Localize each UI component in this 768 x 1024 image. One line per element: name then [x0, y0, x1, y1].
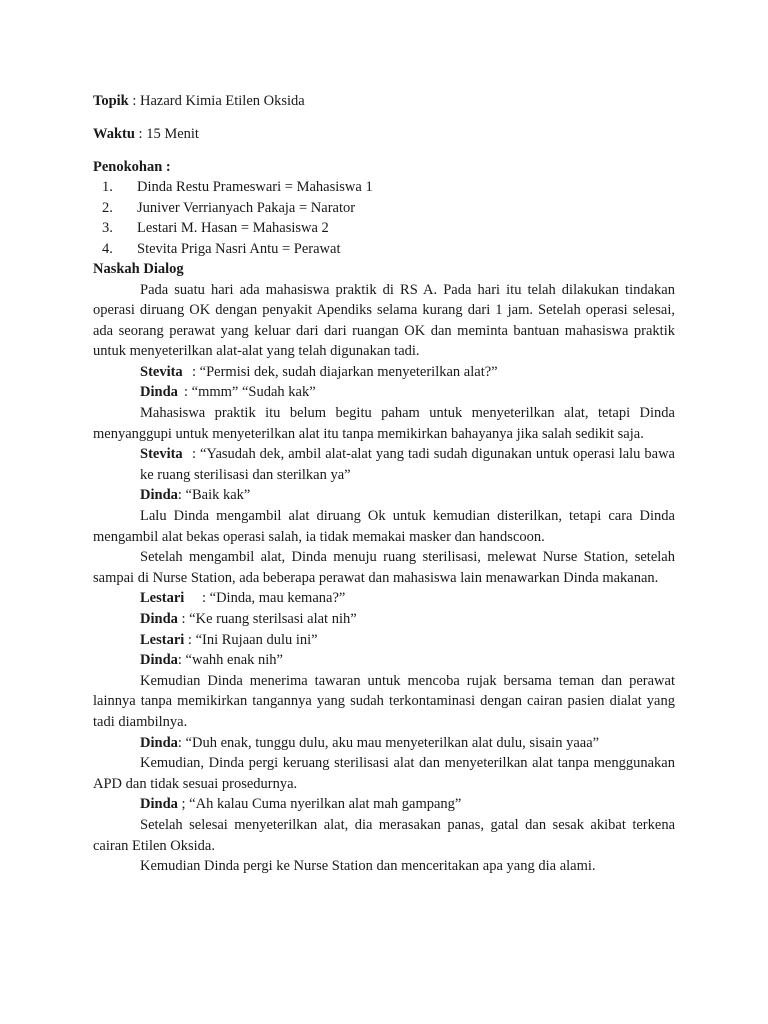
cast-list — [93, 177, 675, 259]
cast-number: 1. — [102, 179, 113, 195]
narration-paragraph: Kemudian, Dinda pergi keruang sterilisasi alat dan menyeterilkan alat tanpa menggunakan APD dan tidak sesuai prosedurnya. — [93, 755, 675, 792]
speaker-name: Dinda — [140, 796, 178, 813]
cast-number: 4. — [102, 240, 113, 257]
narration-paragraph: Mahasiswa praktik itu belum begitu paham untuk menyeterilkan alat, tetapi Dinda menyanggupi untuk menyeterilkan alat itu tanpa memikirkan bahayanya jika salah sedikit saja. — [93, 405, 675, 442]
topic-label: Topik — [93, 93, 129, 109]
cast-item — [93, 218, 675, 239]
speaker-name: Stevita — [140, 363, 183, 380]
speaker-name: Lestari — [140, 590, 185, 607]
cast-item — [93, 177, 675, 198]
dialog-line — [93, 609, 675, 630]
speaker-name: Dinda — [140, 734, 178, 751]
speaker-name: Dinda — [140, 384, 178, 401]
cast-text: Dinda Restu Prameswari = Mahasiswa 1 — [137, 179, 373, 195]
cast-title: Penokohan : — [93, 159, 171, 175]
cast-number: 3. — [102, 220, 113, 236]
dialog-line — [93, 382, 675, 403]
dialog-line — [93, 485, 675, 506]
speaker-name: Dinda — [140, 487, 178, 504]
cast-item — [93, 239, 675, 260]
dialog-line — [93, 630, 675, 651]
narration-paragraph: Setelah mengambil alat, Dinda menuju ruang sterilisasi, melewat Nurse Station, setelah sampai di Nurse Station, ada beberapa perawat dan mahasiswa lain menawarkan Dinda makanan. — [93, 549, 675, 586]
speaker-name: Lestari — [140, 631, 185, 648]
dialog-text: : “Dinda, mau kemana?” — [202, 590, 346, 607]
topic-value: : Hazard Kimia Etilen Oksida — [128, 93, 305, 109]
dialog-line — [93, 733, 675, 754]
dialog-text: : “Permisi dek, sudah diajarkan menyeterilkan alat?” — [192, 363, 498, 380]
dialog-text: : “Ke ruang sterilsasi alat nih” — [177, 611, 357, 627]
cast-number: 2. — [102, 199, 113, 216]
narration-paragraph: Lalu Dinda mengambil alat diruang Ok untuk kemudian disterilkan, tetapi cara Dinda mengambil alat bekas operasi salah, ia tidak memakai masker dan handscoon. — [93, 508, 675, 545]
script-title: Naskah Dialog — [93, 261, 184, 277]
dialog-line — [93, 650, 675, 671]
narration-paragraph: Kemudian Dinda pergi ke Nurse Station dan menceritakan apa yang dia alami. — [140, 858, 596, 875]
dialog-text: ; “Ah kalau Cuma nyerilkan alat mah gampang” — [177, 796, 462, 813]
document-page — [93, 91, 675, 877]
dialog-line — [93, 444, 675, 485]
speaker-name: Dinda — [140, 611, 178, 627]
dialog-text: : “mmm” “Sudah kak” — [184, 384, 316, 401]
time-value: : 15 Menit — [134, 126, 199, 142]
dialog-text: : “Yasudah dek, ambil alat-alat yang tadi sudah digunakan untuk operasi lalu bawa ke ruang sterilisasi dan sterilkan ya” — [140, 446, 675, 483]
dialog-text: : “Baik kak” — [177, 487, 251, 504]
narration-paragraph: Setelah selesai menyeterilkan alat, dia merasakan panas, gatal dan sesak akibat terkena cairan Etilen Oksida. — [93, 816, 675, 854]
dialog-text: : “Ini Rujaan dulu ini” — [184, 631, 318, 648]
narration-paragraph: Kemudian Dinda menerima tawaran untuk mencoba rujak bersama teman dan perawat lainnya tanpa memikirkan tangannya yang sudah terkontaminasi dengan cairan pasien dialat yang tadi diambilnya. — [93, 672, 675, 730]
dialog-line — [93, 362, 675, 383]
time-line — [93, 124, 675, 144]
topic-line — [93, 91, 675, 111]
cast-text: Lestari M. Hasan = Mahasiswa 2 — [137, 220, 329, 236]
speaker-name: Stevita — [140, 446, 183, 463]
dialog-text: : “wahh enak nih” — [177, 652, 283, 669]
cast-item — [93, 198, 675, 219]
cast-text: Stevita Priga Nasri Antu = Perawat — [137, 240, 341, 257]
narration-paragraph: Pada suatu hari ada mahasiswa praktik di RS A. Pada hari itu telah dilakukan tindakan operasi diruang OK dengan penyakit Apendiks selama kurang dari 1 jam. Setelah operasi selesai, ada seorang perawat yang keluar dari dari ruangan OK dan meminta bantuan mahasiswa praktik untuk menyeterilkan alat-alat yang telah digunakan tadi. — [93, 281, 675, 360]
dialog-line — [93, 588, 675, 609]
time-label: Waktu — [93, 126, 135, 142]
speaker-name: Dinda — [140, 652, 178, 669]
cast-text: Juniver Verrianyach Pakaja = Narator — [137, 199, 356, 216]
dialog-line — [93, 794, 675, 815]
dialog-text: : “Duh enak, tunggu dulu, aku mau menyeterilkan alat dulu, sisain yaaa” — [177, 734, 600, 751]
